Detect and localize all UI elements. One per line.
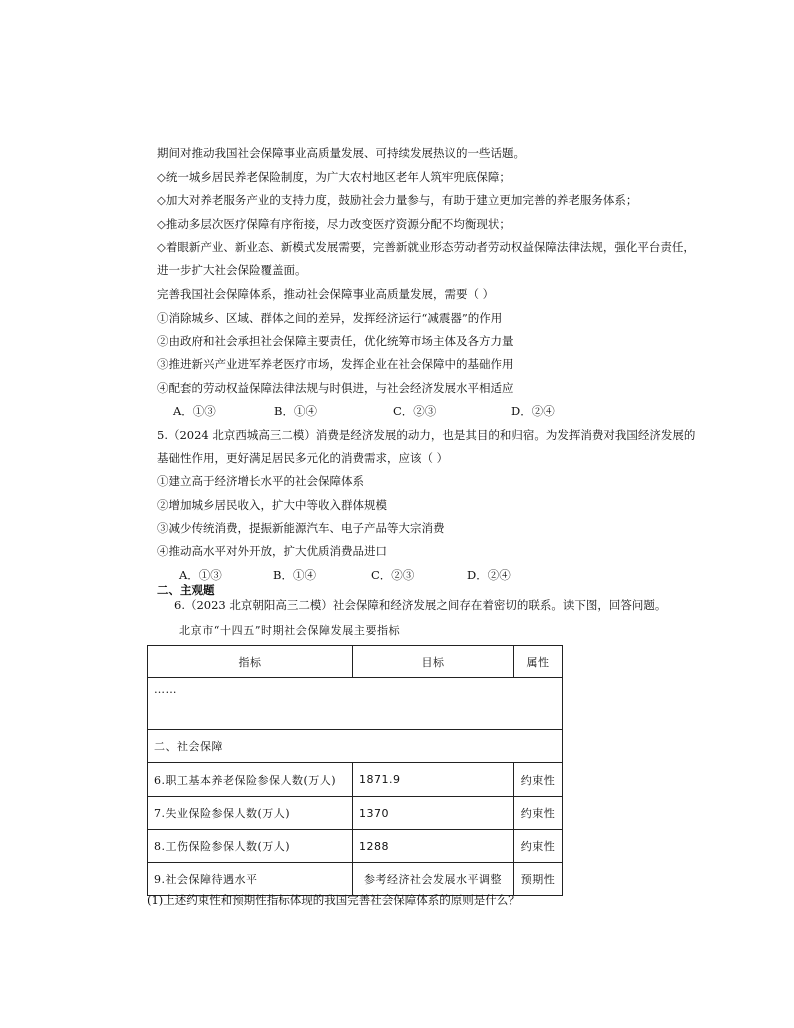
q5-stem-line-2: 基础性作用，更好满足居民多元化的消费需求，应该（ ） [157,451,449,465]
target-cell: 参考经济社会发展水平调整 [353,863,514,896]
header-target: 目标 [353,646,514,678]
q4-item-4: ④配套的劳动权益保障法律法规与时俱进，与社会经济发展水平相适应 [157,381,514,395]
table-row [148,830,563,863]
q4-stem: 完善我国社会保障体系，推动社会保障事业高质量发展，需要（ ） [157,287,495,301]
table-ellipsis-row [148,678,563,730]
attribute-cell: 约束性 [514,797,563,830]
q5-stem-line-1: 5.（2024 北京西城高三二模）消费是经济发展的动力，也是其目的和归宿。为发挥消费对我国经济发展的 [157,428,696,442]
q4-item-3: ③推进新兴产业进军养老医疗市场，发挥企业在社会保障中的基础作用 [157,357,514,371]
q4-option-b[interactable]: B．①④ [274,404,317,418]
q5-item-3: ③减少传统消费，提振新能源汽车、电子产品等大宗消费 [157,521,445,535]
q5-item-2: ②增加城乡居民收入，扩大中等收入群体规模 [157,498,387,512]
table-row [148,763,563,797]
q4-option-a[interactable]: A．①③ [173,404,216,418]
table-row [148,863,563,896]
q4-item-2: ②由政府和社会承担社会保障主要责任，优化统筹市场主体及各方力量 [157,334,514,348]
q5-option-a[interactable]: A．①③ [179,568,222,582]
table-row [148,797,563,830]
section-cell: 二、社会保障 [148,730,563,763]
q4-option-c[interactable]: C．②③ [393,404,437,418]
passage-bullet-2: ◇加大对养老服务产业的支持力度，鼓励社会力量参与，有助于建立更加完善的养老服务体系； [157,193,638,207]
attribute-cell: 约束性 [514,763,563,797]
table-title: 北京市“十四五”时期社会保障发展主要指标 [179,624,401,637]
passage-intro: 期间对推动我国社会保障事业高质量发展、可持续发展热议的一些话题。 [157,146,525,160]
indicator-table [147,645,563,896]
ellipsis-cell: …… [148,678,563,730]
q5-option-d[interactable]: D．②④ [467,568,511,582]
indicator-cell: 6.职工基本养老保险参保人数(万人) [148,763,353,797]
q4-item-1: ①消除城乡、区域、群体之间的差异，发挥经济运行“减震器”的作用 [157,311,503,325]
passage-bullet-3: ◇推动多层次医疗保障有序衔接，尽力改变医疗资源分配不均衡现状； [157,217,511,231]
attribute-cell: 预期性 [514,863,563,896]
q5-item-1: ①建立高于经济增长水平的社会保障体系 [157,474,364,488]
target-cell: 1370 [353,797,514,830]
q6-stem: 6.（2023 北京朝阳高三二模）社会保障和经济发展之间存在着密切的联系。读下图，回答问题。 [174,598,667,612]
indicator-cell: 9.社会保障待遇水平 [148,863,353,896]
passage-bullet-1: ◇统一城乡居民养老保险制度，为广大农村地区老年人筑牢兜底保障； [157,170,511,184]
section-heading: 二、主观题 [157,583,215,597]
target-cell: 1871.9 [353,763,514,797]
q4-option-d[interactable]: D．②④ [511,404,555,418]
attribute-cell: 约束性 [514,830,563,863]
passage-bullet-4a: ◇着眼新产业、新业态、新模式发展需要，完善新就业形态劳动者劳动权益保障法律法规，强化平台责任， [157,240,695,254]
q5-option-c[interactable]: C．②③ [371,568,415,582]
q5-option-b[interactable]: B．①④ [273,568,316,582]
q6-sub-question-1: (1)上述约束性和预期性指标体现的我国完善社会保障体系的原则是什么？ [147,893,520,907]
indicator-cell: 7.失业保险参保人数(万人) [148,797,353,830]
header-indicator: 指标 [148,646,353,678]
q5-item-4: ④推动高水平对外开放，扩大优质消费品进口 [157,544,387,558]
table-section-row [148,730,563,763]
passage-bullet-4b: 进一步扩大社会保险覆盖面。 [157,263,307,277]
indicator-cell: 8.工伤保险参保人数(万人) [148,830,353,863]
target-cell: 1288 [353,830,514,863]
table-header-row [148,646,563,678]
header-attribute: 属性 [514,646,563,678]
